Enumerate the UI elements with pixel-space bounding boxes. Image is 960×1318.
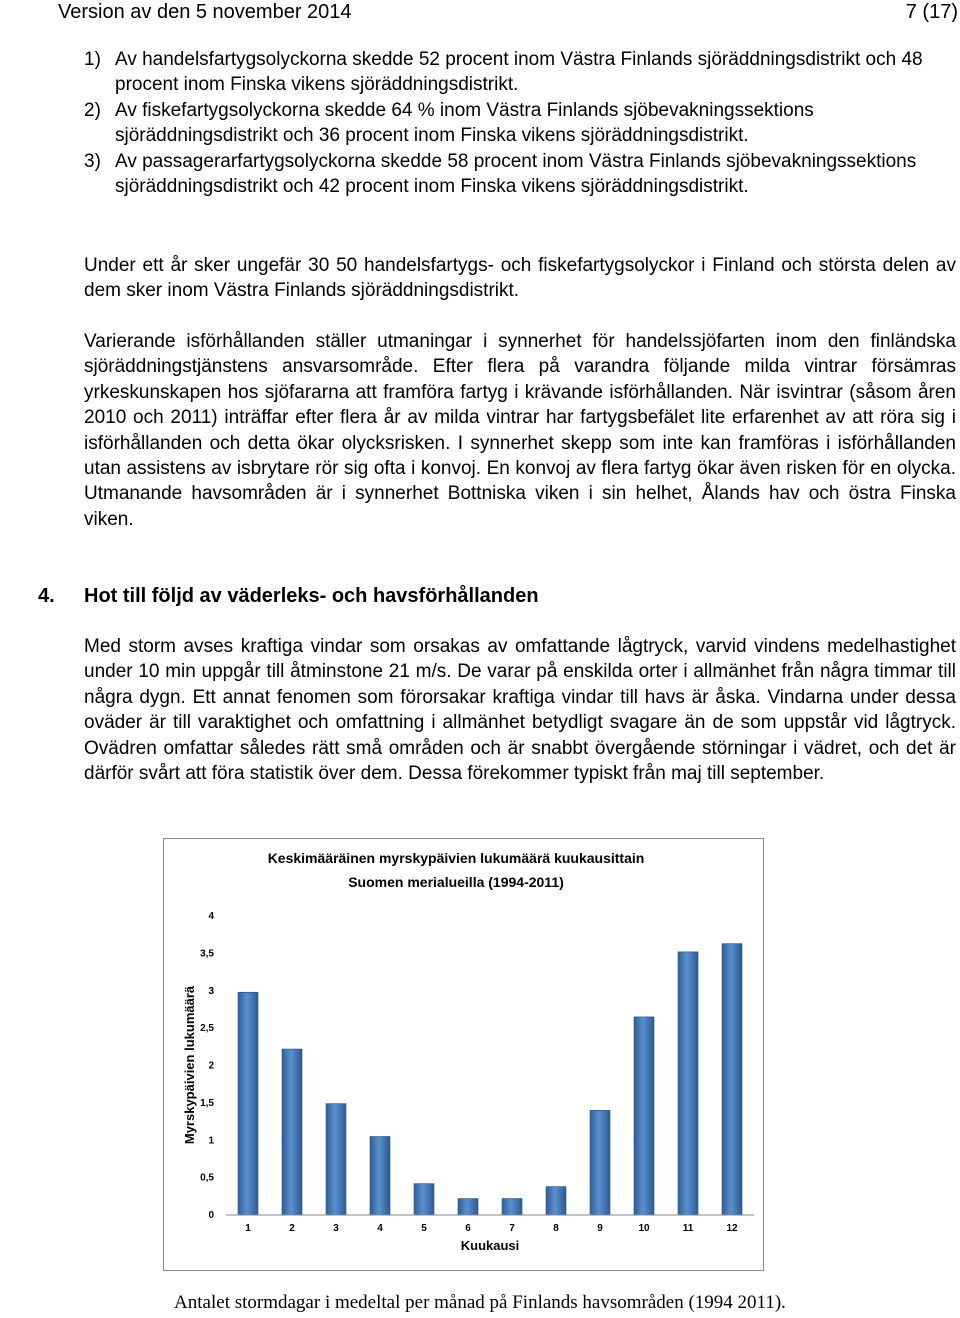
y-axis-ticks: [200, 911, 214, 1221]
y-tick-label: 4: [208, 911, 214, 922]
paragraph-ice-conditions: Varierande isförhållanden ställer utmaningar i synnerhet för handelssjöfarten inom den finländska sjöräddningstjänstens ansvarsområde. Efter flera på varandra följande milda vintrar försämras yrkeskunskapen hos sjöfararna att framföra fartyg i krävande isförhållanden. När isvintrar (såsom åren 2010 och 2011) inträffar efter flera år av milda vintrar har fartygsbefälet lite erfarenhet av att röra sig i isförhållanden och detta ökar olycksrisken. I synnerhet skepp som inte kan framföras i isförhållanden utan assistens av isbrytare rör sig ofta i konvoj. En konvoj av flera fartyg ökar även risken för en olycka. Utmanande havsområden är i synnerhet Bottniska viken i sin helhet, Ålands hav och östra Finska viken.: [84, 331, 956, 530]
x-tick-label: 1: [245, 1223, 251, 1234]
list-item-number: 3): [84, 150, 101, 172]
chart-bar: [238, 992, 258, 1215]
x-tick-label: 7: [509, 1223, 515, 1234]
y-tick-label: 0: [208, 1210, 214, 1221]
chart-bar: [414, 1184, 434, 1215]
y-tick-label: 1,5: [200, 1097, 214, 1109]
section-title: Hot till följd av väderleks- och havsförhållanden: [84, 585, 539, 607]
paragraph-storm: Med storm avses kraftiga vindar som orsakas av omfattande lågtryck, varvid vindens medelhastighet under 10 min uppgår till åtminstone 21 m/s. De varar på enskilda orter i allmänhet från några timmar till några dygn. Ett annat fenomen som förorsakar kraftiga vindar till havs är åska. Vindarna under dessa oväder är till varaktighet och omfattning i allmänhet betydligt svagare än de som uppstår vid lågtryck. Ovädren omfattar således rätt små områden och är snabbt övergående störningar i vädret, och det är därför svårt att föra statistik över dem. Dessa förekommer typiskt från maj till september.: [84, 636, 956, 785]
x-tick-label: 12: [726, 1223, 738, 1234]
document-version: Version av den 5 november 2014: [58, 1, 352, 23]
list-item: [84, 98, 956, 149]
chart-bar: [678, 952, 698, 1215]
list-item-number: 2): [84, 99, 101, 121]
list-item-number: 1): [84, 49, 101, 70]
storm-days-chart: [163, 838, 764, 1271]
figure-caption: Antalet stormdagar i medeltal per månad på Finlands havsområden (1994 2011).: [174, 1292, 786, 1313]
page-header: [58, 0, 958, 24]
section-heading: [0, 582, 960, 610]
chart-bar: [458, 1199, 478, 1215]
x-tick-label: 4: [377, 1223, 383, 1234]
chart-bar: [326, 1104, 346, 1215]
x-axis-ticks: [245, 1223, 738, 1234]
list-item: [84, 47, 956, 98]
chart-bar: [634, 1017, 654, 1215]
x-tick-label: 6: [465, 1223, 471, 1234]
x-tick-label: 3: [333, 1223, 339, 1234]
chart-bars: [238, 944, 742, 1215]
chart-bar: [590, 1110, 610, 1215]
paragraph-accident-count: Under ett år sker ungefär 30 50 handelsfartygs- och fiskefartygsolyckor i Finland och största delen av dem sker inom Västra Finlands sjöräddningsdistrikt.: [84, 255, 956, 302]
statistics-list: [84, 47, 956, 199]
list-item-text: Av handelsfartygsolyckorna skedde 52 procent inom Västra Finlands sjöräddningsdistrikt och 48 procent inom Finska vikens sjöräddningsdistrikt.: [115, 49, 923, 96]
chart-title: Keskimääräinen myrskypäivien lukumäärä kuukausittain: [267, 850, 645, 866]
x-tick-label: 10: [638, 1223, 650, 1234]
chart-bar: [722, 944, 742, 1215]
chart-bar: [546, 1187, 566, 1215]
x-tick-label: 5: [421, 1223, 427, 1234]
chart-bar: [370, 1137, 390, 1215]
chart-subtitle: Suomen merialueilla (1994-2011): [348, 874, 564, 890]
x-tick-label: 2: [289, 1223, 295, 1234]
page-number: 7 (17): [905, 1, 958, 23]
list-item-text: Av passagerarfartygsolyckorna skedde 58 procent inom Västra Finlands sjöbevakningssektions sjöräddningsdistrikt och 42 procent inom Finska vikens sjöräddningsdistrikt.: [115, 150, 917, 198]
y-axis-label: Myrskypäivien lukumäärä: [182, 985, 197, 1145]
chart-canvas: [164, 839, 763, 1270]
y-tick-label: 1: [208, 1135, 214, 1147]
chart-bar: [502, 1199, 522, 1215]
y-tick-label: 2: [208, 1060, 214, 1072]
chart-bar: [282, 1049, 302, 1215]
x-tick-label: 9: [597, 1223, 603, 1234]
y-tick-label: 0,5: [200, 1172, 214, 1184]
section-number: 4.: [38, 585, 55, 607]
x-tick-label: 11: [682, 1223, 694, 1234]
list-item-text: Av fiskefartygsolyckorna skedde 64 % inom Västra Finlands sjöbevakningssektions sjöräddningsdistrikt och 36 procent inom Finska vikens sjöräddningsdistrikt.: [115, 99, 814, 147]
x-axis-label: Kuukausi: [460, 1238, 520, 1253]
list-item: [84, 149, 956, 200]
y-tick-label: 3,5: [200, 948, 214, 960]
y-tick-label: 2,5: [200, 1023, 214, 1035]
y-tick-label: 3: [208, 985, 214, 997]
x-tick-label: 8: [553, 1223, 559, 1234]
